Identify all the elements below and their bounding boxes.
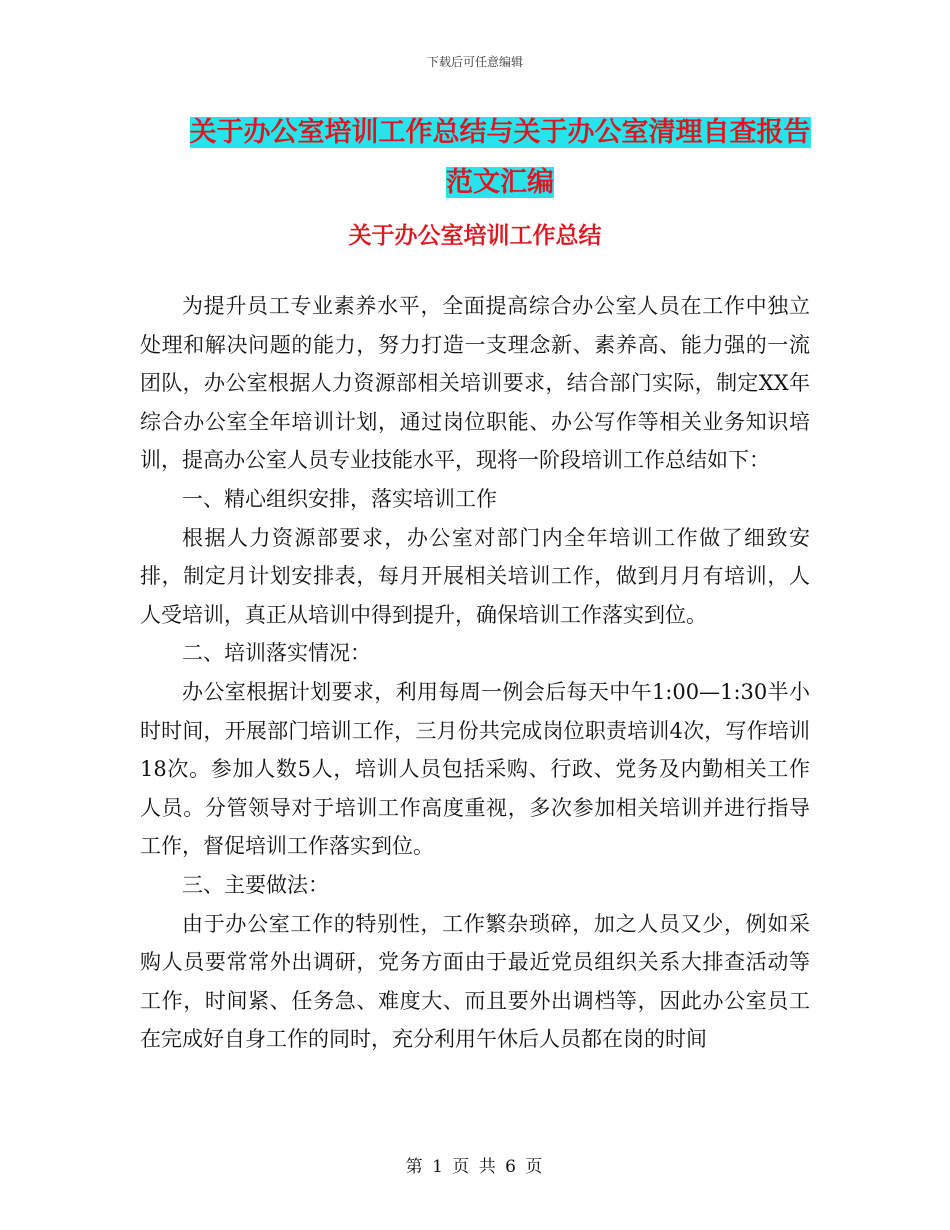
heading-one: 一、精心组织安排，落实培训工作: [182, 486, 497, 511]
document-title-line-1: 关于办公室培训工作总结与关于办公室清理自查报告: [189, 117, 811, 148]
section-title: 关于办公室培训工作总结: [348, 223, 602, 249]
document-title: [140, 108, 860, 208]
paragraph-one: 根据人力资源部要求，办公室对部门内全年培训工作做了细致安排，制定月计划安排表，每月开展相关培训工作，做到月月有培训，人人受培训，真正从培训中得到提升，确保培训工作落实到位。: [140, 525, 810, 627]
page-header-note: 下载后可任意编辑: [426, 55, 523, 69]
paragraph-three: 由于办公室工作的特别性，工作繁杂琐碎，加之人员又少，例如采购人员要常常外出调研，党务方面由于最近党员组织关系大排查活动等工作，时间紧、任务急、难度大、而且要外出调档等，因此办公室员工在完成好自身工作的同时，充分利用午休后人员都在岗的时间: [140, 911, 810, 1052]
document-title-line-2: 范文汇编: [446, 167, 554, 198]
document-body: [140, 287, 810, 1059]
page-number-footer: 第 1 页 共 6 页: [405, 1157, 545, 1177]
paragraph-two: 办公室根据计划要求，利用每周一例会后每天中午1:00—1:30半小时时间，开展部门培训工作，三月份共完成岗位职责培训4次，写作培训18次。参加人数5人，培训人员包括采购、行政、党务及内勤相关工作人员。分管领导对于培训工作高度重视，多次参加相关培训并进行指导工作，督促培训工作落实到位。: [140, 679, 810, 859]
paragraph-intro: 为提升员工专业素养水平，全面提高综合办公室人员在工作中独立处理和解决问题的能力，努力打造一支理念新、素养高、能力强的一流团队，办公室根据人力资源部相关培训要求，结合部门实际，制定XX年综合办公室全年培训计划，通过岗位职能、办公写作等相关业务知识培训，提高办公室人员专业技能水平，现将一阶段培训工作总结如下：: [140, 294, 810, 473]
heading-two: 二、培训落实情况：: [182, 641, 371, 666]
heading-three: 三、主要做法：: [182, 872, 329, 897]
